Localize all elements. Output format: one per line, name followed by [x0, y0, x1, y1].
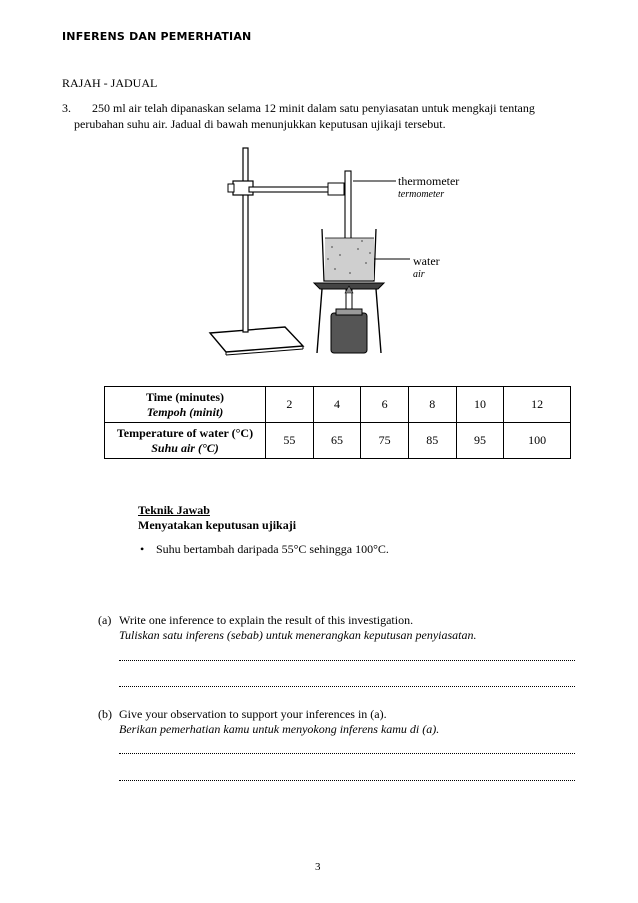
- stand-base: [210, 327, 303, 352]
- part-a-text-ms: Tuliskan satu inferens (sebab) untuk menerangkan keputusan penyiasatan.: [119, 628, 477, 642]
- temp-cell: 100: [504, 423, 571, 459]
- time-cell: 2: [266, 387, 314, 423]
- water-label-ms: air: [413, 269, 425, 280]
- temp-cell: 95: [456, 423, 504, 459]
- temp-cell: 85: [408, 423, 456, 459]
- part-b-text-ms: Berikan pemerhatian kamu untuk menyokong inferens kamu di (a).: [119, 722, 440, 736]
- time-cell: 12: [504, 387, 571, 423]
- temp-cell: 55: [266, 423, 314, 459]
- time-cell: 10: [456, 387, 504, 423]
- row-header-temp: [105, 423, 266, 459]
- technique-title: Teknik Jawab: [138, 503, 210, 517]
- answer-line[interactable]: [119, 779, 575, 781]
- results-table: [104, 386, 571, 459]
- section-label: RAJAH - JADUAL: [62, 76, 158, 90]
- answer-line[interactable]: [119, 659, 575, 661]
- part-a-text: Write one inference to explain the result of this investigation.: [119, 613, 414, 627]
- part-b-text: Give your observation to support your inferences in (a).: [119, 707, 387, 721]
- answer-line[interactable]: [119, 685, 575, 687]
- header-title: INFERENS DAN PEMERHATIAN: [62, 30, 252, 43]
- question-text-line2: perubahan suhu air. Jadual di bawah menunjukkan keputusan ujikaji tersebut.: [74, 117, 446, 131]
- stand-rod: [243, 148, 248, 332]
- table-row: [105, 387, 571, 423]
- answer-line[interactable]: [119, 752, 575, 754]
- part-b-label: (b): [98, 707, 112, 721]
- temp-cell: 65: [313, 423, 361, 459]
- thermometer-label: thermometer: [398, 174, 460, 188]
- thermometer-label-ms: termometer: [398, 189, 445, 200]
- temp-cell: 75: [361, 423, 409, 459]
- part-a-label: (a): [98, 613, 112, 627]
- time-label-en: Time (minutes): [145, 389, 225, 404]
- page-number: 3: [315, 861, 321, 873]
- row-header-time: [105, 387, 266, 423]
- temp-label-ms: Suhu air (°C): [151, 440, 219, 455]
- time-cell: 4: [313, 387, 361, 423]
- question-number: 3.: [62, 101, 71, 115]
- technique-subtitle: Menyatakan keputusan ujikaji: [138, 518, 297, 532]
- technique-bullet: Suhu bertambah daripada 55°C sehingga 100°C.: [156, 542, 389, 556]
- bullet-icon: •: [140, 542, 145, 556]
- time-cell: 8: [408, 387, 456, 423]
- time-cell: 6: [361, 387, 409, 423]
- water-label: water: [413, 254, 440, 268]
- time-label-ms: Tempoh (minit): [146, 404, 224, 419]
- temp-label-en: Temperature of water (°C): [116, 425, 254, 440]
- question-text-line1: 250 ml air telah dipanaskan selama 12 minit dalam satu penyiasatan untuk mengkaji tentang: [92, 101, 535, 115]
- burner-body: [331, 313, 367, 353]
- table-row: [105, 423, 571, 459]
